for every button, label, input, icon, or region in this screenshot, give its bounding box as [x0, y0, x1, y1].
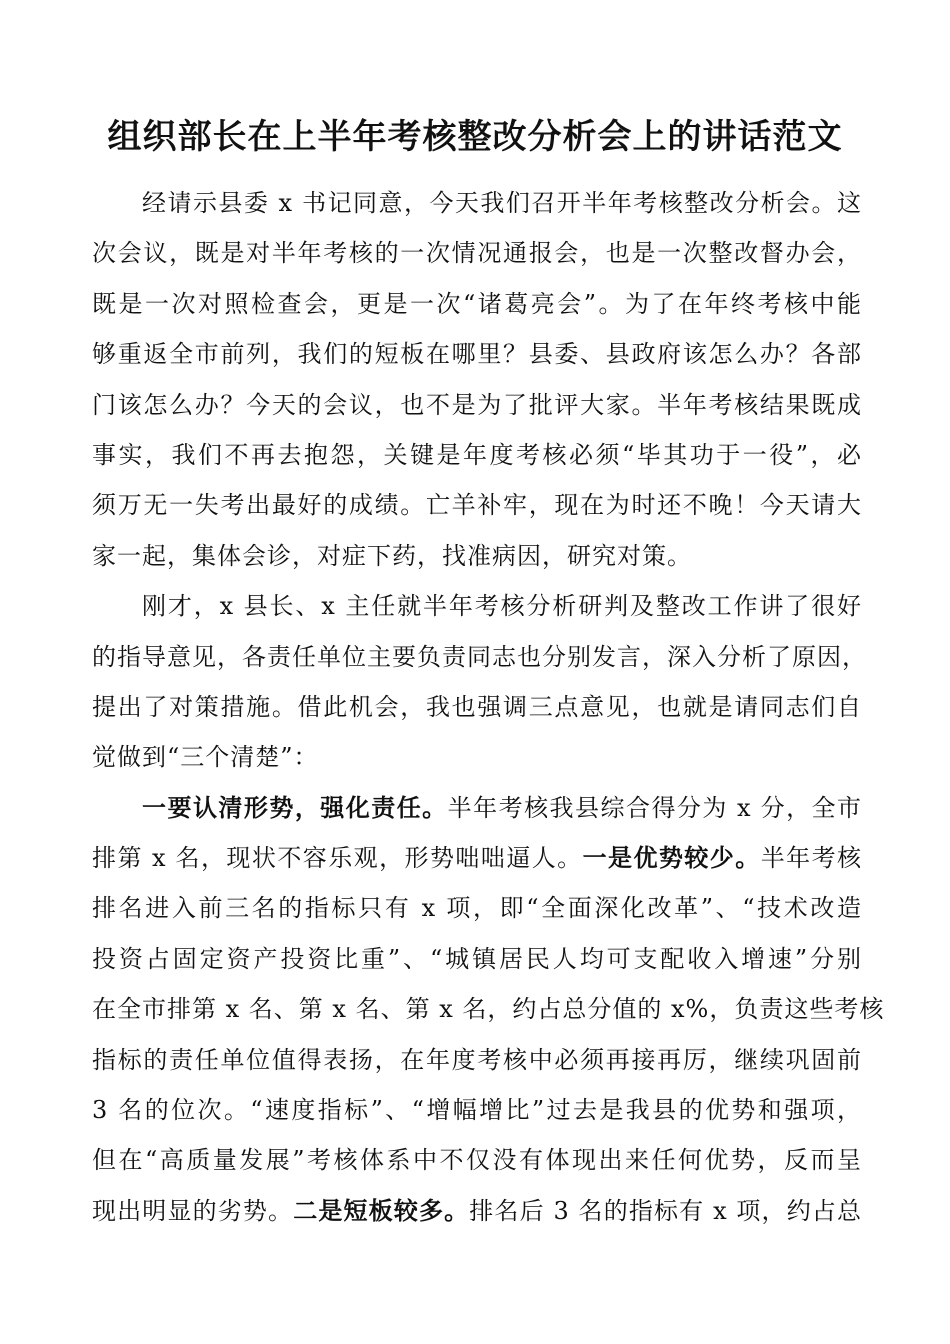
- paragraph-3-line-2-rest: 半年考核: [760, 844, 863, 873]
- paragraph-3-line-5: 在全市排第 x 名、第 x 名、第 x 名，约占总分值的 x%，负责这些考核: [92, 995, 885, 1024]
- paragraph-1-line-6: 事实，我们不再去抱怨，关键是年度考核必须“毕其功于一役”，必: [92, 440, 862, 469]
- paragraph-3-line-3: 排名进入前三名的指标只有 x 项，即“全面深化改革”、“技术改造: [92, 894, 862, 923]
- point-heading-1: 一是优势较少。: [582, 843, 761, 873]
- paragraph-3-line-9-rest: 排名后 3 名的指标有 x 项，约占总: [469, 1196, 863, 1225]
- paragraph-1-line-8: 家一起，集体会诊，对症下药，找准病因，研究对策。: [92, 541, 692, 570]
- document-title: 组织部长在上半年考核整改分析会上的讲话范文: [107, 117, 843, 157]
- paragraph-1-line-4: 够重返全市前列，我们的短板在哪里？县委、县政府该怎么办？各部: [92, 340, 862, 369]
- paragraph-3-line-1: [92, 783, 862, 833]
- section-heading-1: 一要认清形势，强化责任。: [142, 792, 448, 822]
- paragraph-3-line-2: [92, 833, 862, 883]
- paragraph-3-line-6: 指标的责任单位值得表扬，在年度考核中必须再接再厉，继续巩固前: [92, 1045, 862, 1074]
- paragraph-3-line-7: 3 名的位次。“速度指标”、“增幅增比”过去是我县的优势和强项，: [92, 1096, 862, 1125]
- paragraph-2-line-2: 的指导意见，各责任单位主要负责同志也分别发言，深入分析了原因，: [92, 642, 867, 671]
- paragraph-2-line-1: 刚才，x 县长、x 主任就半年考核分析研判及整改工作讲了很好: [142, 592, 862, 621]
- paragraph-2-line-4: 觉做到“三个清楚”：: [92, 743, 319, 772]
- paragraph-1-line-3: 既是一次对照检查会，更是一次“诸葛亮会”。为了在年终考核中能: [92, 289, 862, 318]
- paragraph-1-line-7: 须万无一失考出最好的成绩。亡羊补牢，现在为时还不晚！今天请大: [92, 491, 862, 520]
- paragraph-3-line-4: 投资占固定资产投资比重”、“城镇居民人均可支配收入增速”分别: [92, 944, 862, 973]
- paragraph-2-line-3: 提出了对策措施。借此机会，我也强调三点意见，也就是请同志们自: [92, 692, 862, 721]
- paragraph-3-line-8: 但在“高质量发展”考核体系中不仅没有体现出来任何优势，反而呈: [92, 1146, 862, 1175]
- paragraph-3-line-9: [92, 1186, 862, 1236]
- point-heading-2: 二是短板较多。: [293, 1195, 470, 1225]
- paragraph-1-line-1: 经请示县委 x 书记同意，今天我们召开半年考核整改分析会。这: [142, 189, 862, 217]
- paragraph-3-line-9-text: 现出明显的劣势。: [92, 1196, 294, 1225]
- paragraph-1-line-2: 次会议，既是对半年考核的一次情况通报会，也是一次整改督办会，: [92, 239, 862, 268]
- paragraph-1-line-5: 门该怎么办？今天的会议，也不是为了批评大家。半年考核结果既成: [92, 390, 862, 419]
- paragraph-3-line-2-text: 排第 x 名，现状不容乐观，形势咄咄逼人。: [92, 844, 583, 873]
- document-body: [92, 178, 885, 1236]
- paragraph-3-line-1-text: 半年考核我县综合得分为 x 分，全市: [447, 793, 863, 822]
